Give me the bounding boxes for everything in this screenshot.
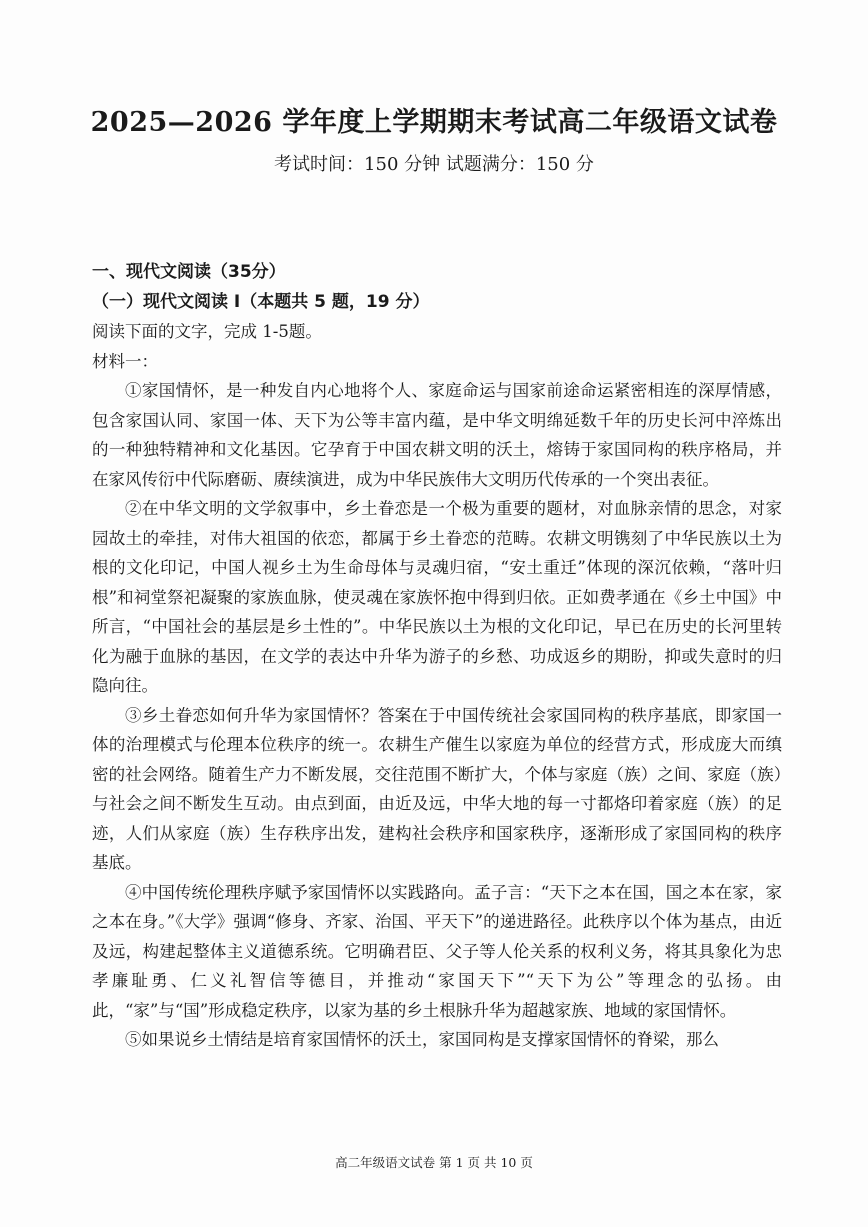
paragraph-4: ④中国传统伦理秩序赋予家国情怀以实践路向。孟子言：“天下之本在国，国之本在家，家之本在身。”《大学》强调“修身、齐家、治国、平天下”的递进路径。此秩序以个体为基点，由近及远，构建起整体主义道德系统。它明确君臣、父子等人伦关系的权利义务，将其具象化为忠孝廉耻勇、仁义礼智信等德目，并推动“家国天下”“天下为公”等理念的弘扬。由此，“家”与“国”形成稳定秩序，以家为基的乡土根脉升华为超越家族、地域的家国情怀。 xyxy=(92,882,782,1020)
page-footer: 高二年级语文试卷 第 1 页 共 10 页 xyxy=(335,1155,533,1170)
exam-title: 2025—2026 学年度上学期期末考试高二年级语文试卷 xyxy=(90,107,778,138)
subsection-heading: （一）现代文阅读 I（本题共 5 题，19 分） xyxy=(92,291,430,312)
exam-content xyxy=(92,258,782,1055)
paragraph-3: ③乡土眷恋如何升华为家国情怀？答案在于中国传统社会家国同构的秩序基底，即家国一体的治理模式与伦理本位秩序的统一。农耕生产催生以家庭为单位的经营方式，形成庞大而缜密的社会网络。随着生产力不断发展，交往范围不断扩大，个体与家庭（族）之间、家庭（族）与社会之间不断发生互动。由点到面，由近及远，中华大地的每一寸都烙印着家庭（族）的足迹，人们从家庭（族）生存秩序出发，建构社会秩序和国家秩序，逐渐形成了家国同构的秩序基底。 xyxy=(92,705,782,872)
section-heading: 一、现代文阅读（35分） xyxy=(92,262,286,282)
paragraph-5: ⑤如果说乡土情结是培育家国情怀的沃土，家国同构是支撑家国情怀的脊梁，那么 xyxy=(125,1030,719,1049)
paragraph-2: ②在中华文明的文学叙事中，乡土眷恋是一个极为重要的题材，对血脉亲情的思念，对家园故土的牵挂，对伟大祖国的依恋，都属于乡土眷恋的范畴。农耕文明镌刻了中华民族以土为根的文化印记，中国人视乡土为生命母体与灵魂归宿，“安土重迁”体现的深沉依赖，“落叶归根”和祠堂祭祀凝聚的家族血脉，使灵魂在家族怀抱中得到归依。正如费孝通在《乡土中国》中所言，“中国社会的基层是乡土性的”。中华民族以土为根的文化印记，早已在历史的长河里转化为融于血脉的基因，在文学的表达中升华为游子的乡愁、功成返乡的期盼，抑或失意时的归隐向往。 xyxy=(92,499,782,695)
exam-subtitle: 考试时间：150 分钟 试题满分：150 分 xyxy=(274,154,594,175)
material-label: 材料一： xyxy=(92,351,158,371)
paragraph-1: ①家国情怀，是一种发自内心地将个人、家庭命运与国家前途命运紧密相连的深厚情感，包含家国认同、家国一体、天下为公等丰富内蕴，是中华文明绵延数千年的历史长河中淬炼出的一种独特精神和文化基因。它孕育于中国农耕文明的沃土，熔铸于家国同构的秩序格局，并在家风传衍中代际磨砺、赓续演进，成为中华民族伟大文明历代传承的一个突出表征。 xyxy=(92,381,782,489)
instruction-text: 阅读下面的文字，完成 1-5题。 xyxy=(92,322,322,341)
